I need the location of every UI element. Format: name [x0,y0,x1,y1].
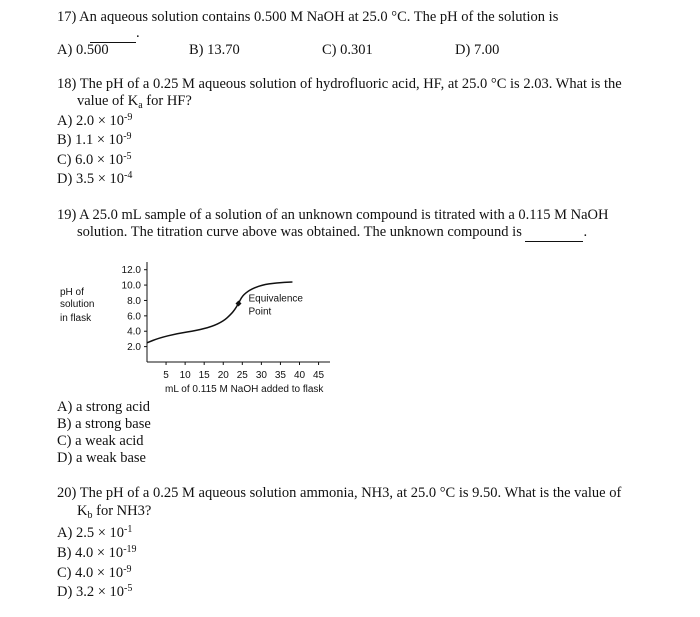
y-axis-label [60,287,94,324]
x-tick-label: 35 [274,370,286,381]
x-axis-label: mL of 0.115 M NaOH added to flask [165,384,324,395]
option-c[interactable]: C) 0.301 [322,42,373,58]
question-number: 18) [57,76,77,92]
question-18-stem-line2: value of $K_a$ for HF? [77,93,192,111]
x-tick-label: 20 [217,370,229,381]
y-axis-label-line2: solution [60,299,95,310]
y-tick-label: 12.0 [121,265,141,277]
annotation [236,294,304,318]
question-20-stem [57,485,621,502]
annotation-label-line1: Equivalence [248,293,303,305]
option-a[interactable]: A) $2.5 \times 10^{-1}$ [57,524,133,541]
y-tick-label: 6.0 [127,311,141,323]
y-tick-label: 4.0 [127,326,141,338]
x-tick-label: 10 [179,370,191,381]
question-number: 19) [57,207,77,223]
option-c[interactable]: C) $4.0 \times 10^{-9}$ [57,564,132,581]
x-tick-label: 15 [198,370,210,381]
option-b[interactable]: B) $4.0 \times 10^{-19}$ [57,544,137,561]
x-tick-label: 5 [163,370,169,381]
x-tick-label: 40 [293,370,306,381]
question-19-stem-line2: solution. The titration curve above was obtained. The unknown compound is . [77,224,588,240]
question-text: The pH of a 0.25 M aqueous solution of hydrofluoric acid, HF, at 25.0 °C is 2.03. What is the [79,76,622,92]
x-tick-label: 25 [236,370,248,381]
x-tick-label: 30 [255,370,267,381]
question-text: An aqueous solution contains 0.500 M NaOH at 25.0 °C. The pH of the solution is [79,9,559,25]
option-c[interactable]: C) $6.0 \times 10^{-5}$ [57,151,132,168]
question-number: 17) [57,9,77,25]
annotation-label-line2: Point [248,306,272,318]
question-20-stem-line2: $K_b$ for NH3? [77,503,152,521]
option-b[interactable]: B) a strong base [57,416,151,432]
y-tick-label: 8.0 [127,295,141,307]
y-tick-label: 2.0 [127,342,141,354]
question-text: The pH of a 0.25 M aqueous solution ammonia, NH3, at 25.0 °C is 9.50. What is the value of [79,485,622,501]
option-a[interactable]: A) $2.0 \times 10^{-9}$ [57,112,133,129]
answer-blank: . [90,25,140,43]
option-d[interactable]: D) a weak base [57,450,146,466]
question-text: A 25.0 mL sample of a solution of an unknown compound is titrated with a 0.115 M NaOH [79,207,609,223]
x-axis [147,362,330,381]
y-axis-label-line1: pH of [60,287,84,298]
option-d[interactable]: D) 7.00 [455,42,500,58]
option-b[interactable]: B) $1.1 \times 10^{-9}$ [57,131,132,148]
x-tick-label: 45 [313,370,325,381]
option-a[interactable]: A) 0.500 [57,42,109,58]
question-number: 20) [57,485,77,501]
option-b[interactable]: B) 13.70 [189,42,240,58]
option-c[interactable]: C) a weak acid [57,433,144,449]
y-axis-label-line3: in flask [60,313,92,324]
option-a[interactable]: A) a strong acid [57,399,151,415]
option-d[interactable]: D) $3.2 \times 10^{-5}$ [57,583,133,600]
y-axis [122,262,147,362]
option-d[interactable]: D) $3.5 \times 10^{-4}$ [57,170,133,187]
y-tick-label: 10.0 [121,280,141,292]
